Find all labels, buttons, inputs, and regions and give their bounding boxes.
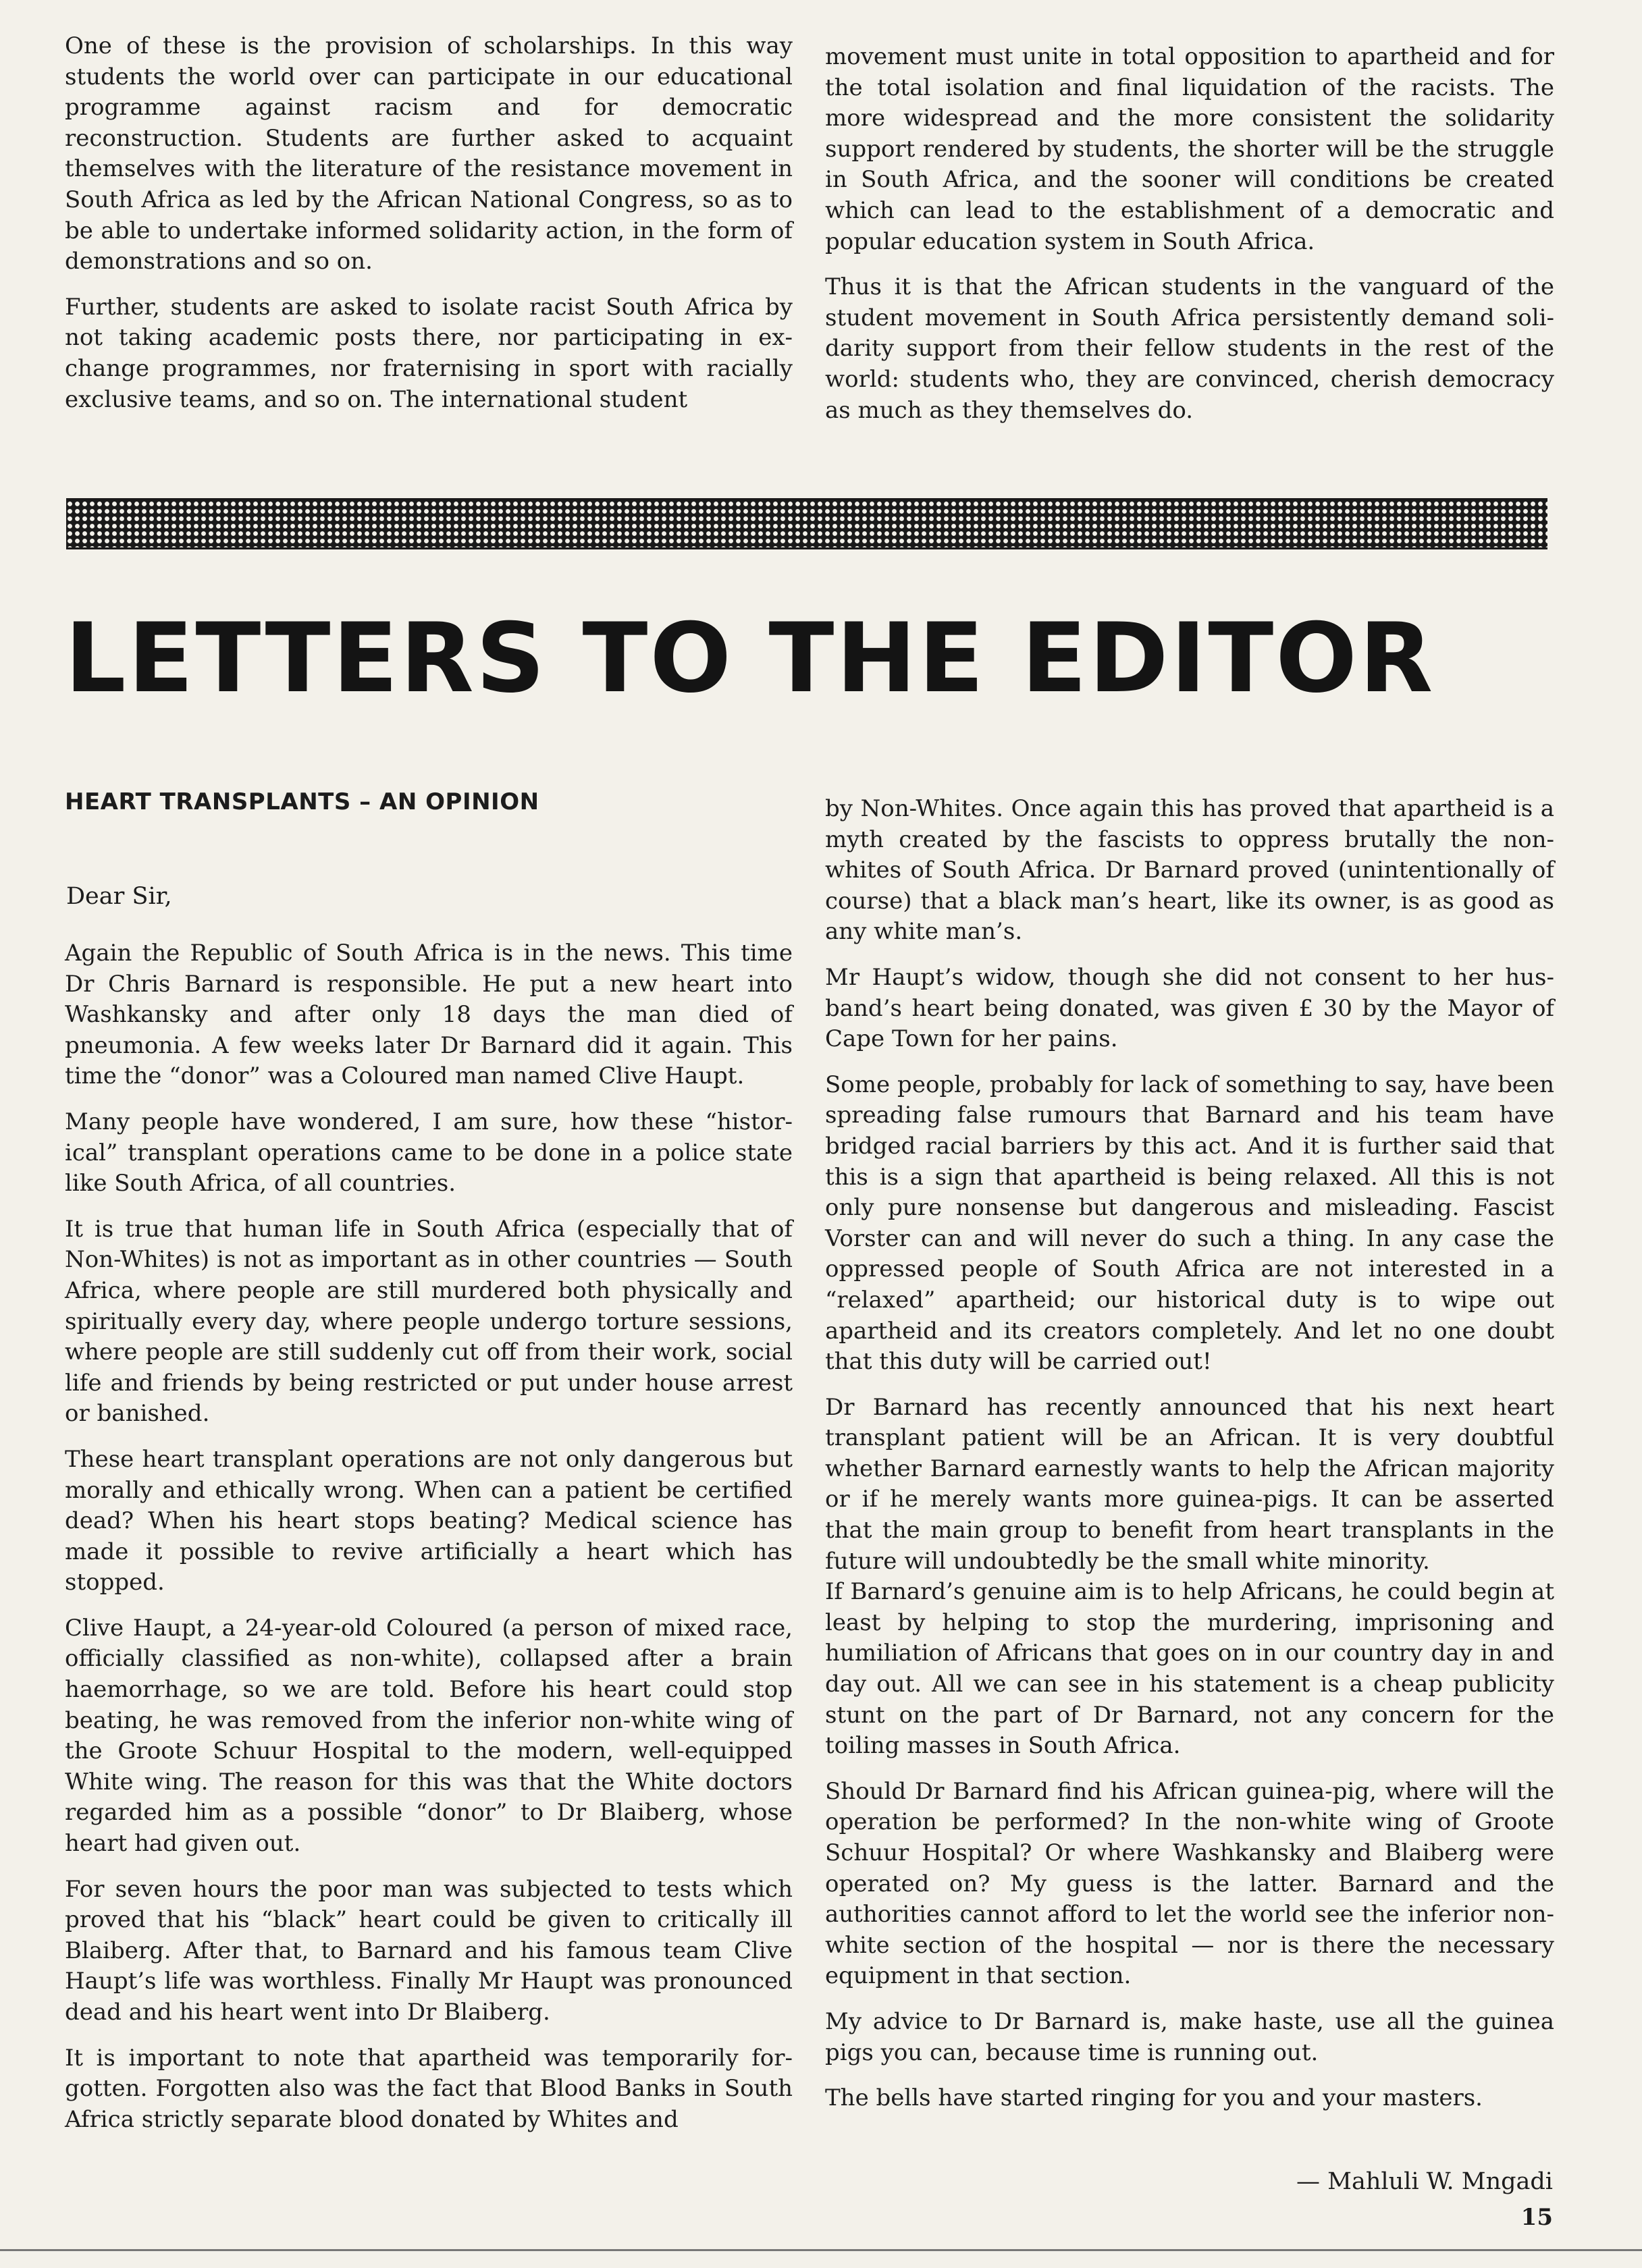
- paragraph: If Barnard’s genuine aim is to help Africans, he could begin at least by helping to stop the murdering, imprisoning and humiliation of Africans that goes on in our country day in and day out. All we can see in his statement is a cheap publicity stunt on the part of Dr Barnard, not any concern for the toiling masses in South Africa.: [825, 1578, 1554, 1760]
- signature: — Mahluli W. Mngadi: [1296, 2168, 1553, 2195]
- paragraph: It is true that human life in South Africa (especially that of Non-Whites) is not as important as in other countries — South Africa, where people are still murdered both physically and spiritually every day, where people undergo torture sessions, where people are still suddenly cut off from their work, social life and friends by being restricted or put under house arrest or banished.: [65, 1215, 793, 1428]
- paragraph: Clive Haupt, a 24-year-old Coloured (a person of mixed race, officially classified as non-white), collapsed after a brain haemorrhage, so we are told. Before his heart could stop beating, he was removed from the inferior non-white wing of the Groote Schuur Hospital to the modern, well-equipped White wing. The reason for this was that the White doctors regarded him as a possible “donor” to Dr Blaiberg, whose heart had given out.: [65, 1614, 793, 1858]
- paragraph: movement must unite in total opposition to apartheid and for the total isolation and final liquidation of the racists. The more widespread and the more consistent the solidarity support rendered by students, the shorter will be the struggle in South Africa, and the sooner will conditions be created which can lead to the establishment of a democratic and popular education system in South Africa.: [825, 43, 1554, 255]
- letter-heading: HEART TRANSPLANTS – AN OPINION: [65, 788, 539, 815]
- paragraph: Many people have wondered, I am sure, how these “historical” transplant operations came to be done in a police state like South Africa, of all countries.: [65, 1108, 793, 1197]
- paragraph: It is important to note that apartheid was temporarily forgotten. Forgotten also was the fact that Blood Banks in South Africa strictly separate blood donated by Whites and: [65, 2044, 793, 2133]
- paragraph: Further, students are asked to isolate racist South Africa by not taking academic posts there, nor participating in exchange programmes, nor fraternising in sport with racially exclusive teams, and so on. The international student: [65, 293, 793, 413]
- paragraph: Thus it is that the African students in the vanguard of the student movement in South Africa persistently demand solidarity support from their fellow students in the rest of the world: students who, they are convinced, cherish democracy as much as they themselves do.: [825, 273, 1554, 424]
- page-number: 15: [1520, 2204, 1553, 2231]
- letter-left-column: [65, 938, 793, 2135]
- paragraph: by Non-Whites. Once again this has proved that apartheid is a myth created by the fascists to oppress brutally the non-whites of South Africa. Dr Barnard proved (unintentionally of course) that a black man’s heart, like its owner, is as good as any white man’s.: [825, 795, 1554, 946]
- paragraph: The bells have started ringing for you and your masters.: [825, 2084, 1483, 2112]
- paragraph: These heart transplant operations are not only dangerous but morally and ethically wrong. When can a patient be certified dead? When his heart stops beating? Medical science has made it possible to revive artificially a heart which has stopped.: [65, 1445, 793, 1596]
- salutation: Dear Sir,: [66, 883, 172, 910]
- top-left-column: [65, 31, 793, 415]
- paragraph: My advice to Dr Barnard is, make haste, use all the guinea pigs you can, because time is running out.: [825, 2007, 1554, 2066]
- bottom-rule: [0, 2249, 1642, 2251]
- top-right-column: [825, 42, 1554, 426]
- section-title: LETTERS TO THE EDITOR: [65, 603, 1435, 714]
- paragraph: One of these is the provision of scholarships. In this way students the world over can participate in our educational programme against racism and for democratic reconstruction. Students are further asked to acquaint themselves with the literature of the resistance movement in South Africa as led by the African National Congress, so as to be able to undertake informed solidarity action, in the form of demonstrations and so on.: [65, 32, 793, 275]
- paragraph: Again the Republic of South Africa is in the news. This time Dr Chris Barnard is responsible. He put a new heart into Washkansky and after only 18 days the man died of pneumonia. A few weeks later Dr Barnard did it again. This time the “donor” was a Coloured man named Clive Haupt.: [65, 940, 793, 1090]
- letter-right-column: [825, 794, 1554, 2114]
- halftone-banner: [66, 498, 1547, 549]
- paragraph: Dr Barnard has recently announced that his next heart transplant patient will be an African. It is very doubtful whether Barnard earnestly wants to help the African majority or if he merely wants more guinea-pigs. It can be asserted that the main group to benefit from heart transplants in the future will undoubtedly be the small white minority.: [825, 1393, 1554, 1575]
- paragraph: Mr Haupt’s widow, though she did not consent to her husband’s heart being donated, was given £ 30 by the Mayor of Cape Town for her pains.: [825, 963, 1554, 1053]
- paragraph: For seven hours the poor man was subjected to tests which proved that his “black” heart could be given to critically ill Blaiberg. After that, to Barnard and his famous team Clive Haupt’s life was worthless. Finally Mr Haupt was pronounced dead and his heart went into Dr Blaiberg.: [65, 1875, 793, 2026]
- paragraph: Some people, probably for lack of something to say, have been spreading false rumours that Barnard and his team have bridged racial barriers by this act. And it is further said that this is a sign that apartheid is being relaxed. All this is not only pure nonsense but dangerous and misleading. Fascist Vorster can and will never do such a thing. In any case the oppressed people of South Africa are not interested in a “relaxed” apartheid; our historical duty is to wipe out apartheid and its creators completely. And let no one doubt that this duty will be carried out!: [825, 1071, 1554, 1376]
- paragraph: Should Dr Barnard find his African guinea-pig, where will the operation be performed? In the non-white wing of Groote Schuur Hospital? Or where Washkansky and Blaiberg were operated on? My guess is the latter. Barnard and the authorities cannot afford to let the world see the inferior non-white section of the hospital — nor is there the necessary equipment in that section.: [825, 1777, 1554, 1990]
